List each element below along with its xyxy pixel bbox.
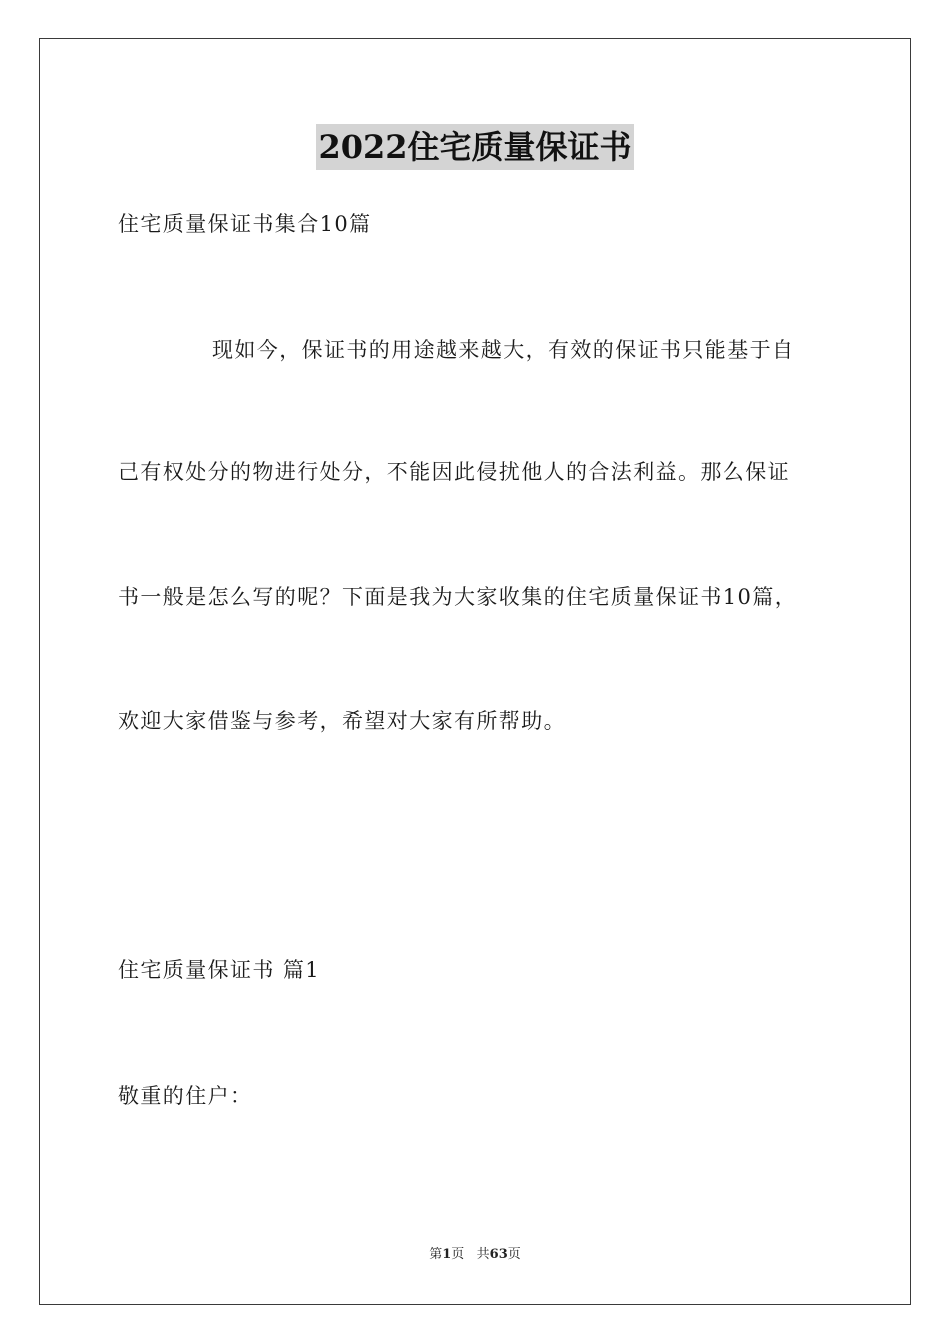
paragraph-line-4: 欢迎大家借鉴与参考，希望对大家有所帮助。 — [118, 709, 566, 733]
footer-page-mid: 页 共 — [451, 1247, 490, 1262]
paragraph-line-2: 己有权处分的物进行处分，不能因此侵扰他人的合法利益。那么保证 — [118, 460, 790, 484]
salutation: 敬重的住户： — [118, 1084, 253, 1108]
footer-page-suffix: 页 — [507, 1247, 521, 1262]
footer-total-pages: 63 — [489, 1247, 508, 1262]
page-footer — [0, 1246, 950, 1264]
footer-page-prefix: 第 — [429, 1247, 443, 1262]
document-title: 2022住宅质量保证书 — [316, 124, 633, 170]
paragraph-line-1: 现如今，保证书的用途越来越大，有效的保证书只能基于自 — [212, 338, 795, 362]
document-subtitle: 住宅质量保证书集合10篇 — [118, 212, 372, 236]
title-container — [0, 124, 950, 170]
section-heading: 住宅质量保证书 篇1 — [118, 958, 321, 982]
paragraph-line-3: 书一般是怎么写的呢？下面是我为大家收集的住宅质量保证书10篇， — [118, 585, 798, 609]
footer-page-number: 1 — [442, 1247, 452, 1262]
